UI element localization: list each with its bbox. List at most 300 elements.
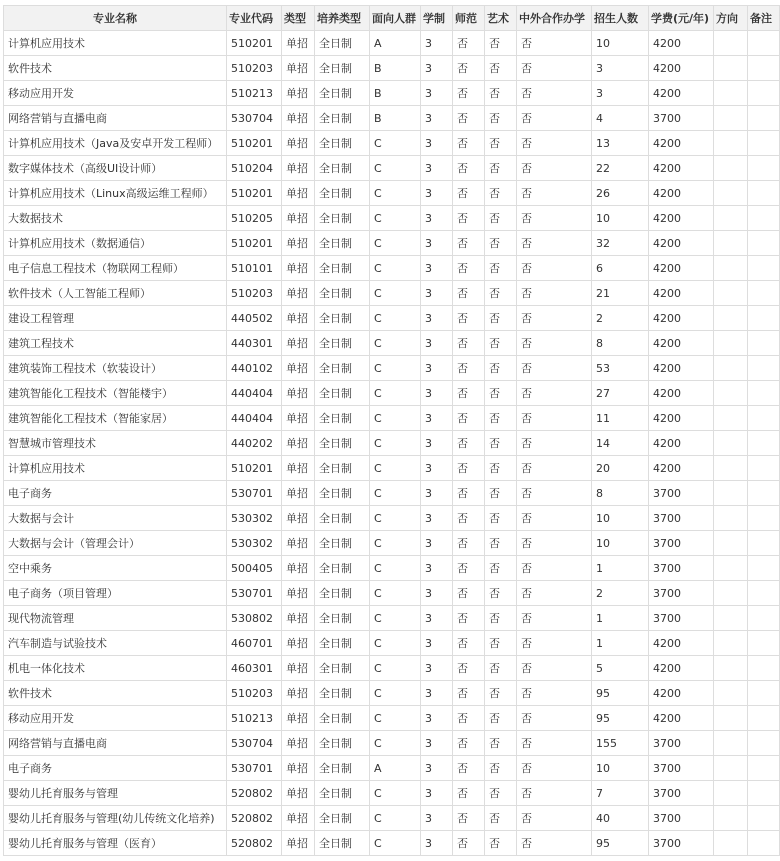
cell-enroll-type: 单招 [282, 681, 315, 706]
cell-target-group: C [370, 806, 421, 831]
header-teacher-training: 师范 [453, 6, 485, 31]
cell-art: 否 [485, 706, 517, 731]
cell-study-mode: 全日制 [315, 81, 370, 106]
cell-tuition: 4200 [649, 356, 714, 381]
cell-duration: 3 [421, 681, 453, 706]
cell-art: 否 [485, 681, 517, 706]
cell-duration: 3 [421, 756, 453, 781]
cell-direction [714, 281, 748, 306]
cell-study-mode: 全日制 [315, 556, 370, 581]
cell-enroll-type: 单招 [282, 831, 315, 856]
cell-direction [714, 631, 748, 656]
cell-duration: 3 [421, 606, 453, 631]
cell-sino-foreign: 否 [517, 231, 592, 256]
cell-major-code: 510201 [227, 131, 282, 156]
cell-major-name: 计算机应用技术 [4, 456, 227, 481]
cell-art: 否 [485, 81, 517, 106]
cell-study-mode: 全日制 [315, 706, 370, 731]
cell-sino-foreign: 否 [517, 706, 592, 731]
cell-quota: 155 [592, 731, 649, 756]
cell-study-mode: 全日制 [315, 256, 370, 281]
cell-sino-foreign: 否 [517, 256, 592, 281]
cell-sino-foreign: 否 [517, 331, 592, 356]
cell-teacher-training: 否 [453, 781, 485, 806]
cell-quota: 10 [592, 31, 649, 56]
cell-major-code: 440502 [227, 306, 282, 331]
cell-remark [748, 481, 780, 506]
cell-target-group: C [370, 181, 421, 206]
cell-study-mode: 全日制 [315, 506, 370, 531]
cell-teacher-training: 否 [453, 206, 485, 231]
cell-quota: 1 [592, 631, 649, 656]
cell-remark [748, 131, 780, 156]
cell-tuition: 3700 [649, 756, 714, 781]
cell-major-code: 440404 [227, 381, 282, 406]
table-row [4, 631, 780, 656]
cell-remark [748, 331, 780, 356]
cell-enroll-type: 单招 [282, 781, 315, 806]
cell-target-group: C [370, 581, 421, 606]
cell-major-code: 510201 [227, 456, 282, 481]
cell-art: 否 [485, 506, 517, 531]
table-row [4, 531, 780, 556]
cell-teacher-training: 否 [453, 831, 485, 856]
cell-tuition: 4200 [649, 81, 714, 106]
cell-enroll-type: 单招 [282, 256, 315, 281]
cell-art: 否 [485, 331, 517, 356]
cell-teacher-training: 否 [453, 506, 485, 531]
cell-sino-foreign: 否 [517, 556, 592, 581]
cell-enroll-type: 单招 [282, 156, 315, 181]
cell-duration: 3 [421, 231, 453, 256]
cell-study-mode: 全日制 [315, 656, 370, 681]
cell-major-code: 530302 [227, 506, 282, 531]
cell-quota: 10 [592, 531, 649, 556]
cell-study-mode: 全日制 [315, 231, 370, 256]
cell-remark [748, 681, 780, 706]
cell-enroll-type: 单招 [282, 406, 315, 431]
cell-quota: 53 [592, 356, 649, 381]
cell-major-code: 500405 [227, 556, 282, 581]
cell-art: 否 [485, 531, 517, 556]
cell-study-mode: 全日制 [315, 406, 370, 431]
cell-major-name: 网络营销与直播电商 [4, 731, 227, 756]
table-row [4, 381, 780, 406]
cell-major-name: 大数据与会计 [4, 506, 227, 531]
table-row [4, 781, 780, 806]
cell-major-code: 510203 [227, 681, 282, 706]
cell-remark [748, 706, 780, 731]
table-row [4, 506, 780, 531]
cell-tuition: 4200 [649, 181, 714, 206]
cell-teacher-training: 否 [453, 431, 485, 456]
cell-major-code: 530302 [227, 531, 282, 556]
cell-major-name: 电子商务 [4, 756, 227, 781]
cell-duration: 3 [421, 31, 453, 56]
cell-study-mode: 全日制 [315, 56, 370, 81]
cell-remark [748, 231, 780, 256]
cell-remark [748, 281, 780, 306]
cell-duration: 3 [421, 456, 453, 481]
cell-duration: 3 [421, 56, 453, 81]
cell-target-group: C [370, 356, 421, 381]
cell-study-mode: 全日制 [315, 806, 370, 831]
header-quota: 招生人数 [592, 6, 649, 31]
cell-direction [714, 456, 748, 481]
cell-teacher-training: 否 [453, 656, 485, 681]
cell-target-group: C [370, 206, 421, 231]
cell-duration: 3 [421, 81, 453, 106]
cell-quota: 3 [592, 56, 649, 81]
cell-teacher-training: 否 [453, 281, 485, 306]
cell-target-group: C [370, 431, 421, 456]
cell-remark [748, 731, 780, 756]
cell-quota: 10 [592, 206, 649, 231]
cell-sino-foreign: 否 [517, 381, 592, 406]
cell-art: 否 [485, 106, 517, 131]
cell-major-name: 网络营销与直播电商 [4, 106, 227, 131]
cell-target-group: C [370, 281, 421, 306]
table-row [4, 806, 780, 831]
cell-teacher-training: 否 [453, 381, 485, 406]
cell-remark [748, 256, 780, 281]
cell-duration: 3 [421, 631, 453, 656]
cell-major-name: 建筑工程技术 [4, 331, 227, 356]
cell-direction [714, 481, 748, 506]
cell-tuition: 4200 [649, 31, 714, 56]
cell-enroll-type: 单招 [282, 706, 315, 731]
cell-quota: 3 [592, 81, 649, 106]
cell-duration: 3 [421, 581, 453, 606]
cell-sino-foreign: 否 [517, 106, 592, 131]
cell-study-mode: 全日制 [315, 431, 370, 456]
cell-sino-foreign: 否 [517, 606, 592, 631]
header-enroll-type: 类型 [282, 6, 315, 31]
cell-major-name: 计算机应用技术 [4, 31, 227, 56]
cell-art: 否 [485, 231, 517, 256]
cell-remark [748, 456, 780, 481]
cell-major-code: 520802 [227, 781, 282, 806]
cell-major-name: 数字媒体技术（高级UI设计师） [4, 156, 227, 181]
cell-remark [748, 206, 780, 231]
cell-major-code: 510204 [227, 156, 282, 181]
cell-sino-foreign: 否 [517, 731, 592, 756]
table-body [4, 31, 780, 856]
cell-art: 否 [485, 556, 517, 581]
cell-direction [714, 531, 748, 556]
cell-major-name: 婴幼儿托育服务与管理 [4, 781, 227, 806]
cell-enroll-type: 单招 [282, 531, 315, 556]
cell-study-mode: 全日制 [315, 731, 370, 756]
table-row [4, 281, 780, 306]
cell-duration: 3 [421, 206, 453, 231]
cell-sino-foreign: 否 [517, 631, 592, 656]
cell-target-group: A [370, 756, 421, 781]
cell-major-code: 530802 [227, 606, 282, 631]
cell-teacher-training: 否 [453, 681, 485, 706]
cell-major-name: 软件技术 [4, 56, 227, 81]
cell-tuition: 3700 [649, 481, 714, 506]
cell-duration: 3 [421, 331, 453, 356]
cell-tuition: 3700 [649, 806, 714, 831]
cell-direction [714, 756, 748, 781]
cell-sino-foreign: 否 [517, 406, 592, 431]
cell-direction [714, 106, 748, 131]
cell-quota: 20 [592, 456, 649, 481]
cell-target-group: C [370, 481, 421, 506]
cell-tuition: 3700 [649, 531, 714, 556]
table-row [4, 331, 780, 356]
cell-remark [748, 631, 780, 656]
cell-teacher-training: 否 [453, 581, 485, 606]
cell-target-group: C [370, 156, 421, 181]
cell-major-name: 建设工程管理 [4, 306, 227, 331]
header-tuition: 学费(元/年) [649, 6, 714, 31]
cell-teacher-training: 否 [453, 531, 485, 556]
cell-tuition: 4200 [649, 206, 714, 231]
cell-sino-foreign: 否 [517, 356, 592, 381]
cell-sino-foreign: 否 [517, 806, 592, 831]
cell-major-name: 计算机应用技术（Java及安卓开发工程师） [4, 131, 227, 156]
cell-major-code: 510203 [227, 56, 282, 81]
cell-sino-foreign: 否 [517, 31, 592, 56]
cell-teacher-training: 否 [453, 806, 485, 831]
table-row [4, 431, 780, 456]
cell-duration: 3 [421, 281, 453, 306]
cell-art: 否 [485, 56, 517, 81]
cell-direction [714, 356, 748, 381]
cell-target-group: B [370, 56, 421, 81]
cell-teacher-training: 否 [453, 306, 485, 331]
cell-study-mode: 全日制 [315, 156, 370, 181]
cell-target-group: C [370, 731, 421, 756]
cell-target-group: C [370, 631, 421, 656]
cell-direction [714, 681, 748, 706]
cell-major-code: 530704 [227, 106, 282, 131]
cell-major-name: 电子商务 [4, 481, 227, 506]
cell-target-group: C [370, 556, 421, 581]
header-duration: 学制 [421, 6, 453, 31]
cell-study-mode: 全日制 [315, 306, 370, 331]
cell-sino-foreign: 否 [517, 656, 592, 681]
cell-target-group: C [370, 456, 421, 481]
cell-quota: 2 [592, 306, 649, 331]
cell-art: 否 [485, 381, 517, 406]
cell-quota: 14 [592, 431, 649, 456]
cell-major-code: 440404 [227, 406, 282, 431]
table-row [4, 731, 780, 756]
cell-study-mode: 全日制 [315, 781, 370, 806]
cell-duration: 3 [421, 156, 453, 181]
cell-sino-foreign: 否 [517, 481, 592, 506]
cell-major-name: 计算机应用技术（数据通信） [4, 231, 227, 256]
cell-major-code: 520802 [227, 831, 282, 856]
cell-tuition: 4200 [649, 656, 714, 681]
cell-enroll-type: 单招 [282, 556, 315, 581]
cell-quota: 27 [592, 381, 649, 406]
table-row [4, 831, 780, 856]
cell-major-code: 510203 [227, 281, 282, 306]
cell-remark [748, 506, 780, 531]
cell-tuition: 4200 [649, 256, 714, 281]
cell-direction [714, 731, 748, 756]
cell-direction [714, 781, 748, 806]
cell-remark [748, 156, 780, 181]
cell-direction [714, 131, 748, 156]
cell-art: 否 [485, 831, 517, 856]
cell-enroll-type: 单招 [282, 506, 315, 531]
cell-tuition: 4200 [649, 281, 714, 306]
cell-duration: 3 [421, 481, 453, 506]
cell-major-code: 520802 [227, 806, 282, 831]
cell-sino-foreign: 否 [517, 206, 592, 231]
cell-target-group: C [370, 831, 421, 856]
cell-tuition: 3700 [649, 781, 714, 806]
cell-direction [714, 706, 748, 731]
cell-sino-foreign: 否 [517, 181, 592, 206]
header-major-name: 专业名称 [4, 6, 227, 31]
cell-art: 否 [485, 631, 517, 656]
cell-major-name: 智慧城市管理技术 [4, 431, 227, 456]
cell-quota: 10 [592, 756, 649, 781]
cell-major-code: 510201 [227, 231, 282, 256]
cell-sino-foreign: 否 [517, 681, 592, 706]
cell-target-group: B [370, 81, 421, 106]
cell-teacher-training: 否 [453, 56, 485, 81]
cell-sino-foreign: 否 [517, 456, 592, 481]
cell-target-group: C [370, 506, 421, 531]
cell-direction [714, 831, 748, 856]
cell-remark [748, 56, 780, 81]
cell-quota: 6 [592, 256, 649, 281]
cell-sino-foreign: 否 [517, 131, 592, 156]
cell-study-mode: 全日制 [315, 181, 370, 206]
cell-target-group: C [370, 681, 421, 706]
cell-teacher-training: 否 [453, 131, 485, 156]
cell-duration: 3 [421, 731, 453, 756]
cell-major-name: 移动应用开发 [4, 81, 227, 106]
cell-major-code: 530701 [227, 756, 282, 781]
cell-target-group: C [370, 781, 421, 806]
cell-quota: 26 [592, 181, 649, 206]
cell-enroll-type: 单招 [282, 756, 315, 781]
cell-target-group: C [370, 606, 421, 631]
header-direction: 方向 [714, 6, 748, 31]
cell-quota: 2 [592, 581, 649, 606]
cell-teacher-training: 否 [453, 156, 485, 181]
cell-major-name: 汽车制造与试验技术 [4, 631, 227, 656]
cell-tuition: 4200 [649, 456, 714, 481]
cell-study-mode: 全日制 [315, 331, 370, 356]
cell-art: 否 [485, 181, 517, 206]
cell-remark [748, 356, 780, 381]
cell-major-code: 510205 [227, 206, 282, 231]
cell-target-group: C [370, 381, 421, 406]
cell-enroll-type: 单招 [282, 431, 315, 456]
cell-tuition: 4200 [649, 431, 714, 456]
cell-art: 否 [485, 656, 517, 681]
table-row [4, 256, 780, 281]
cell-direction [714, 381, 748, 406]
cell-tuition: 3700 [649, 831, 714, 856]
cell-major-name: 大数据与会计（管理会计） [4, 531, 227, 556]
header-study-mode: 培养类型 [315, 6, 370, 31]
cell-major-name: 电子商务（项目管理） [4, 581, 227, 606]
cell-quota: 8 [592, 331, 649, 356]
cell-study-mode: 全日制 [315, 581, 370, 606]
cell-quota: 22 [592, 156, 649, 181]
table-row [4, 206, 780, 231]
cell-quota: 21 [592, 281, 649, 306]
cell-duration: 3 [421, 531, 453, 556]
cell-teacher-training: 否 [453, 731, 485, 756]
cell-teacher-training: 否 [453, 256, 485, 281]
cell-study-mode: 全日制 [315, 206, 370, 231]
cell-target-group: C [370, 331, 421, 356]
cell-quota: 95 [592, 681, 649, 706]
cell-major-name: 机电一体化技术 [4, 656, 227, 681]
cell-tuition: 3700 [649, 606, 714, 631]
cell-study-mode: 全日制 [315, 756, 370, 781]
cell-major-name: 移动应用开发 [4, 706, 227, 731]
admissions-table-container [3, 5, 780, 856]
cell-major-name: 软件技术（人工智能工程师） [4, 281, 227, 306]
cell-remark [748, 581, 780, 606]
table-row [4, 81, 780, 106]
cell-major-code: 510213 [227, 81, 282, 106]
cell-direction [714, 806, 748, 831]
table-row [4, 406, 780, 431]
cell-major-code: 530704 [227, 731, 282, 756]
cell-target-group: C [370, 256, 421, 281]
cell-quota: 32 [592, 231, 649, 256]
table-row [4, 681, 780, 706]
cell-enroll-type: 单招 [282, 656, 315, 681]
cell-enroll-type: 单招 [282, 31, 315, 56]
cell-teacher-training: 否 [453, 631, 485, 656]
cell-study-mode: 全日制 [315, 481, 370, 506]
cell-study-mode: 全日制 [315, 456, 370, 481]
cell-remark [748, 406, 780, 431]
cell-quota: 1 [592, 606, 649, 631]
cell-tuition: 4200 [649, 231, 714, 256]
cell-teacher-training: 否 [453, 231, 485, 256]
cell-major-code: 530701 [227, 581, 282, 606]
cell-major-name: 现代物流管理 [4, 606, 227, 631]
cell-teacher-training: 否 [453, 456, 485, 481]
cell-remark [748, 381, 780, 406]
cell-major-code: 530701 [227, 481, 282, 506]
table-row [4, 156, 780, 181]
cell-teacher-training: 否 [453, 31, 485, 56]
cell-enroll-type: 单招 [282, 581, 315, 606]
header-row [4, 6, 780, 31]
cell-enroll-type: 单招 [282, 306, 315, 331]
cell-teacher-training: 否 [453, 756, 485, 781]
cell-remark [748, 181, 780, 206]
cell-art: 否 [485, 431, 517, 456]
cell-enroll-type: 单招 [282, 181, 315, 206]
cell-art: 否 [485, 781, 517, 806]
cell-study-mode: 全日制 [315, 381, 370, 406]
cell-teacher-training: 否 [453, 331, 485, 356]
cell-direction [714, 231, 748, 256]
cell-target-group: C [370, 306, 421, 331]
cell-direction [714, 556, 748, 581]
cell-art: 否 [485, 456, 517, 481]
table-row [4, 481, 780, 506]
cell-art: 否 [485, 731, 517, 756]
